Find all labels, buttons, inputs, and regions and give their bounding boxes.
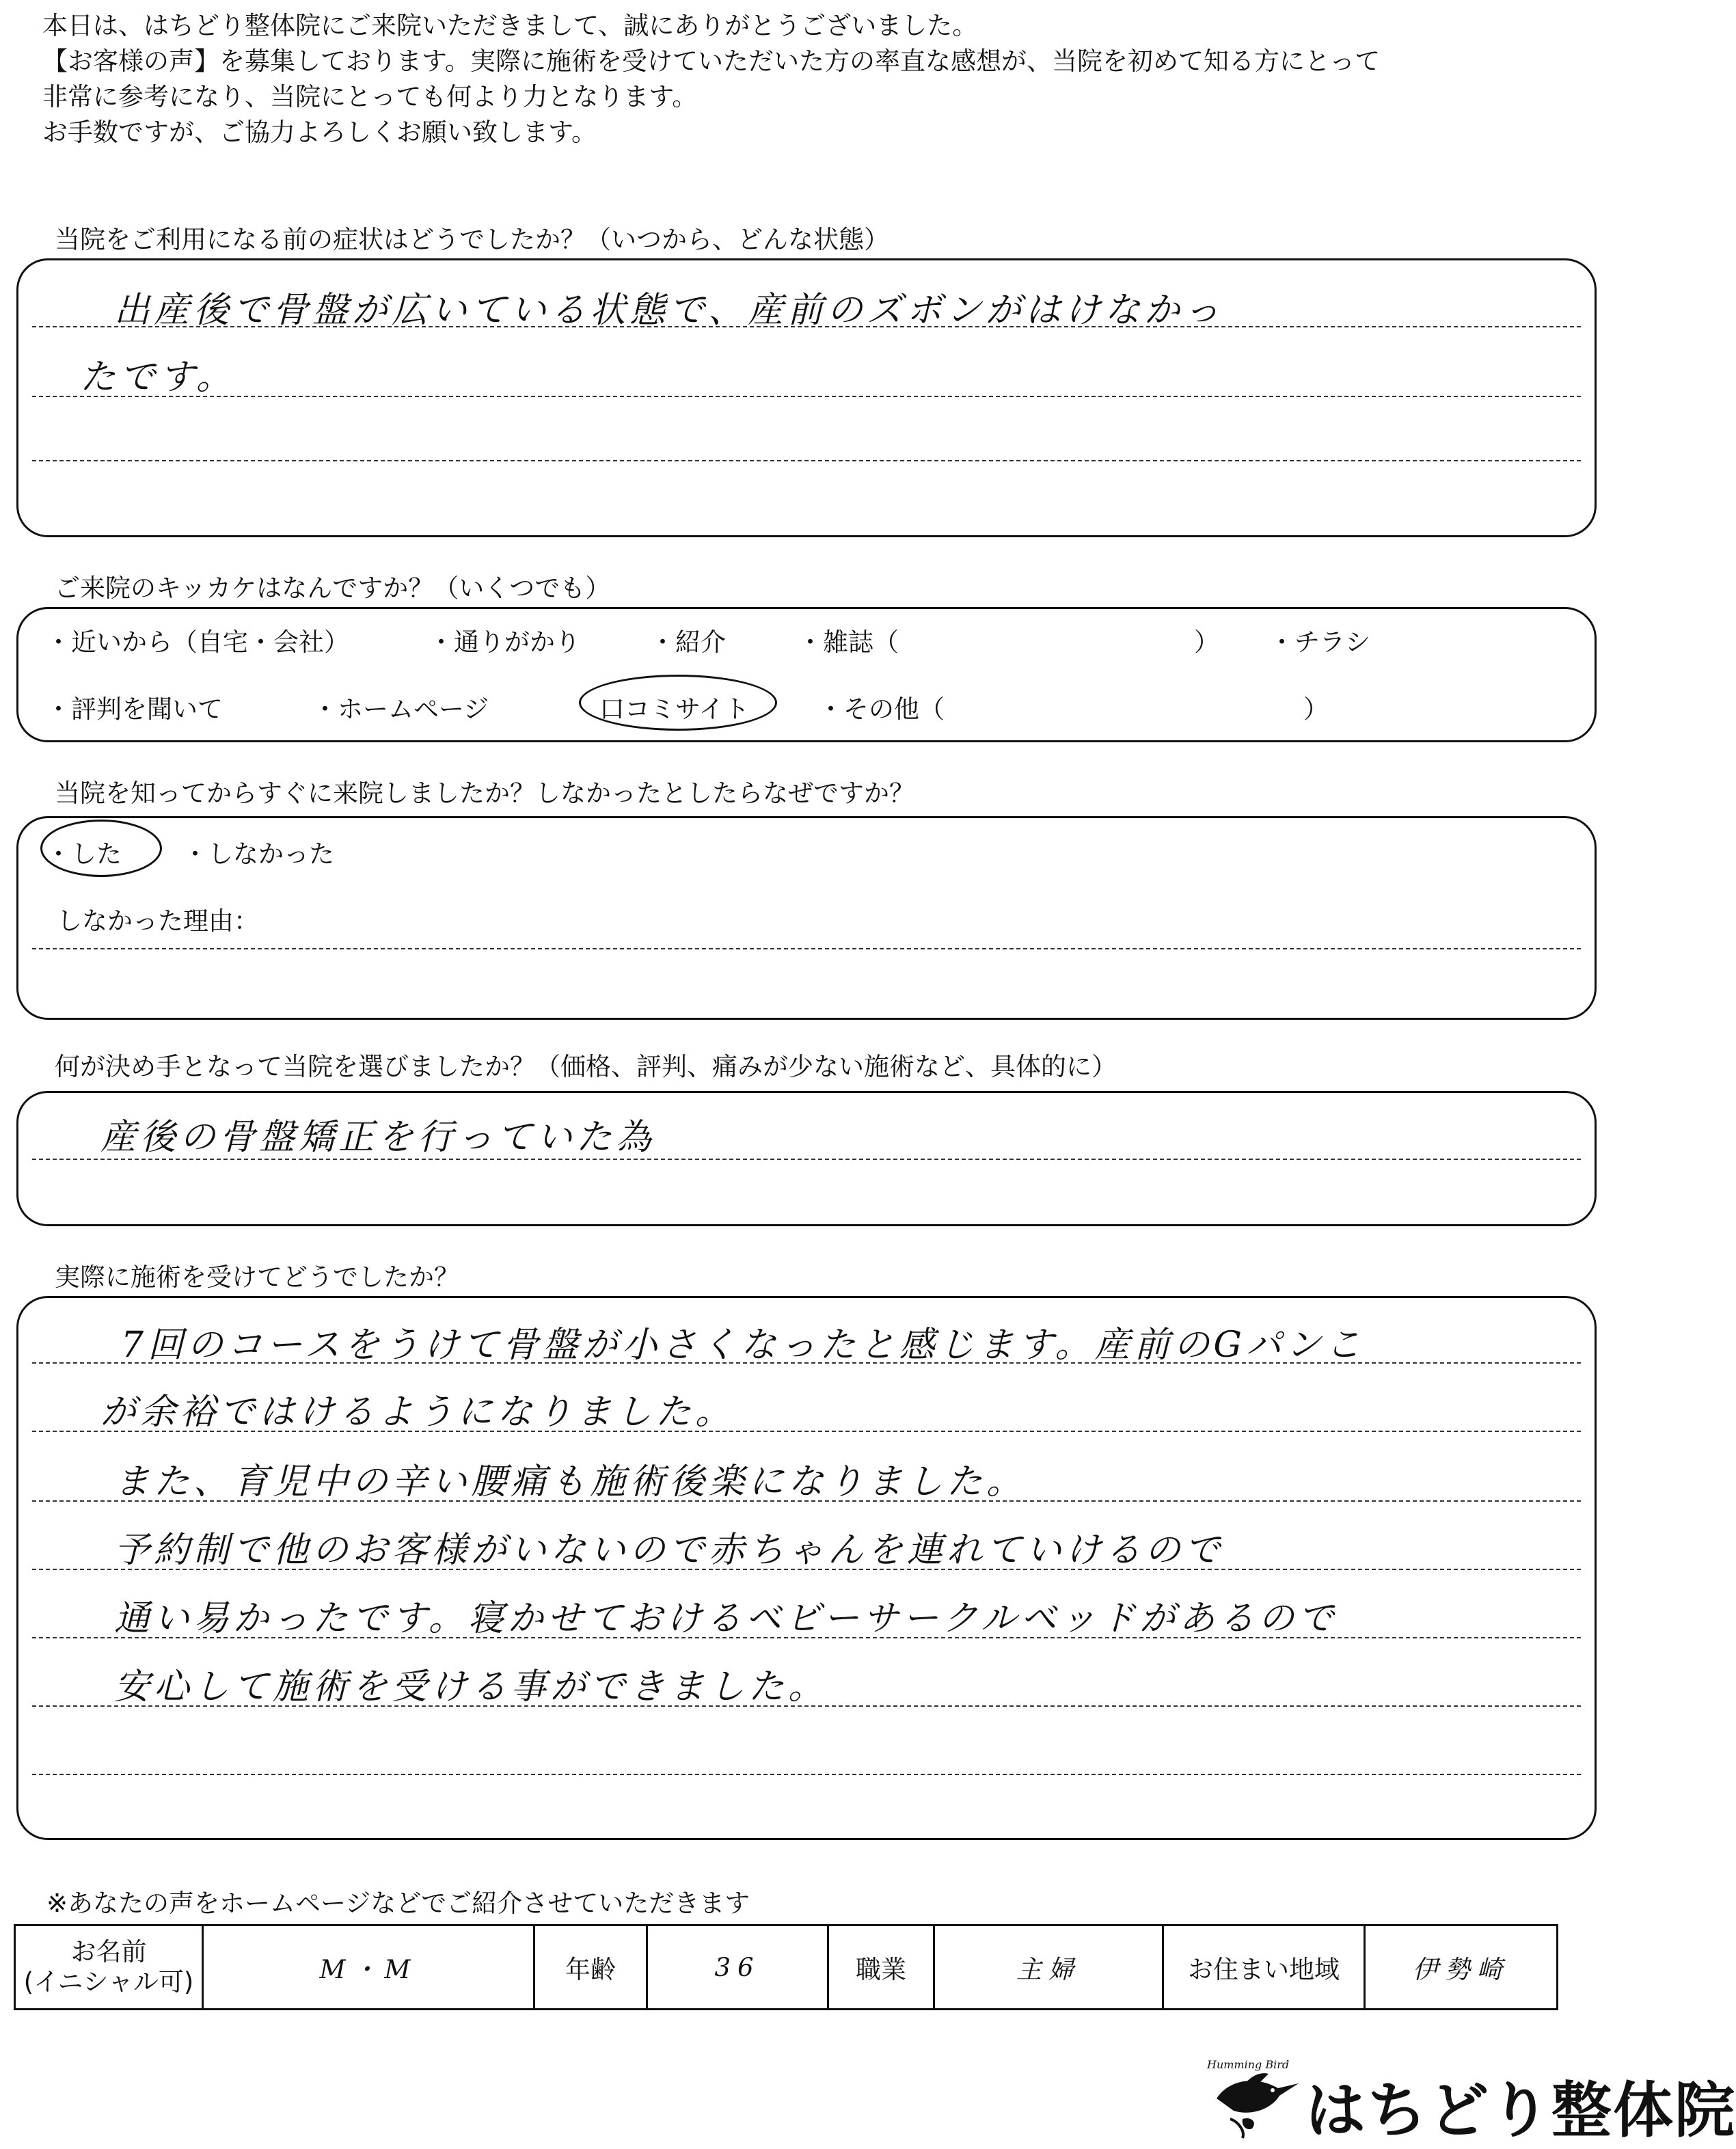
job-value[interactable]: 主婦 [934, 1925, 1163, 2010]
question-3-answer-box [16, 816, 1597, 1020]
clinic-logo [1203, 2051, 1736, 2146]
name-value[interactable]: M・M [203, 1925, 534, 2010]
intro-line: 本日は、はちどり整体院にご来院いただきまして、誠にありがとうございました。 [42, 11, 978, 40]
option-reputation[interactable]: ・評判を聞いて [46, 694, 223, 724]
intro-line: 【お客様の声】を募集しております。実際に施術を受けていただいた方の率直な感想が、当院を初めて知る方にとって [42, 46, 1381, 76]
intro-line: 非常に参考になり、当院にとっても何より力となります。 [42, 82, 698, 111]
question-4-answer-box[interactable] [16, 1091, 1597, 1226]
option-passing[interactable]: ・通りがかり [429, 627, 580, 657]
area-value[interactable]: 伊勢崎 [1365, 1925, 1558, 2010]
question-3-label: 当院を知ってからすぐに来院しましたか？しなかったとしたらなぜですか？ [55, 779, 914, 808]
dashed-rule [32, 396, 1581, 397]
dashed-rule [32, 460, 1581, 461]
age-value[interactable]: 36 [647, 1925, 828, 2010]
option-did-not[interactable]: ・しなかった [182, 839, 334, 869]
option-did[interactable]: ・した [46, 839, 122, 869]
option-magazine-close: ） [1194, 627, 1219, 657]
option-referral[interactable]: ・紹介 [650, 627, 726, 657]
question-2-options-box [16, 607, 1597, 742]
handwritten-answer: たです。 [80, 357, 236, 398]
question-5-answer-box[interactable] [16, 1296, 1597, 1840]
job-label: 職業 [828, 1925, 934, 2010]
question-2-label: ご来院のキッカケはなんですか？（いくつでも） [55, 573, 611, 603]
handdrawn-circle-mark [40, 820, 162, 877]
intro-line: お手数ですが、ご協力よろしくお願い致します。 [42, 118, 597, 147]
option-flyer[interactable]: ・チラシ [1269, 627, 1370, 657]
age-label: 年齢 [534, 1925, 647, 2010]
handwritten-answer: 安心して施術を受ける事ができました。 [114, 1666, 828, 1707]
handwritten-answer: 7回のコースをうけて骨盤が小さくなったと感じます。産前のGパンこ [121, 1325, 1365, 1366]
option-other-close: ） [1303, 694, 1329, 724]
handdrawn-circle-mark [579, 675, 777, 731]
name-label-note: (イニシャル可) [23, 1967, 194, 1997]
customer-info-table [14, 1924, 1558, 2010]
publication-note: ※あなたの声をホームページなどでご紹介させていただきます [46, 1889, 750, 1918]
question-4-label: 何が決め手となって当院を選びましたか？（価格、評判、痛みが少ない施術など、具体的に） [55, 1052, 1117, 1081]
question-1-label: 当院をご利用になる前の症状はどうでしたか？（いつから、どんな状態） [55, 225, 889, 254]
handwritten-answer: 通い易かったです。寝かせておけるベビーサークルベッドがあるので [114, 1598, 1338, 1639]
option-near[interactable]: ・近いから（自宅・会社） [46, 627, 349, 657]
option-other[interactable]: ・その他（ [818, 694, 945, 724]
name-label: お名前 [70, 1937, 147, 1966]
option-magazine[interactable]: ・雑誌（ [798, 627, 899, 657]
intro-text [42, 8, 1601, 150]
logo-script-text: Humming Bird [1207, 2058, 1290, 2071]
handwritten-answer: が余裕ではけるようになりました。 [100, 1392, 735, 1433]
clinic-name: はちどり整体院 [1305, 2075, 1736, 2146]
handwritten-answer: また、育児中の辛い腰痛も施術後楽になりました。 [114, 1461, 1027, 1502]
area-label: お住まい地域 [1163, 1925, 1365, 2010]
handwritten-answer: 産後の骨盤矯正を行っていた為 [100, 1117, 656, 1158]
hummingbird-icon [1203, 2051, 1305, 2139]
handwritten-answer: 出産後で骨盤が広いている状態で、産前のズボンがはけなかっ [114, 290, 1223, 331]
dashed-rule [32, 1774, 1581, 1775]
question-5-label: 実際に施術を受けてどうでしたか？ [55, 1262, 459, 1292]
option-homepage[interactable]: ・ホームページ [312, 694, 489, 724]
dashed-rule [32, 948, 1581, 949]
question-1-answer-box[interactable] [16, 258, 1597, 537]
reason-label: しなかった理由： [57, 906, 259, 936]
name-label-cell [15, 1925, 203, 2010]
handwritten-answer: 予約制で他のお客様がいないので赤ちゃんを連れていけるので [114, 1530, 1225, 1571]
option-review-site[interactable]: 口コミサイト [599, 694, 750, 724]
